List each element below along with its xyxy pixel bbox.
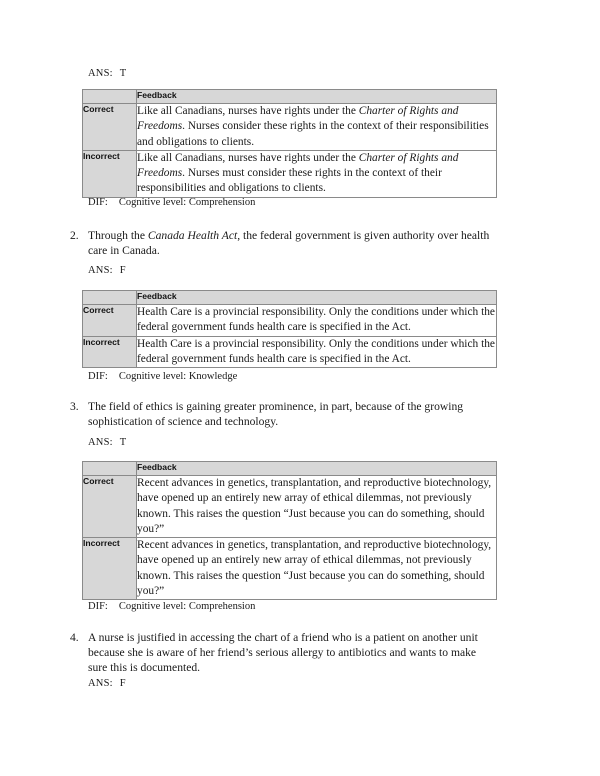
table-row <box>83 476 497 538</box>
answer-line-1 <box>88 68 126 79</box>
feedback-correct-text: Recent advances in genetics, transplantation, and reproductive biotechnology, have opened up an entirely new array of ethical dilemmas, not previously known. This raises the question “Just because you can do something, should you?” <box>137 476 497 538</box>
question-item-4 <box>70 630 492 676</box>
feedback-table-2 <box>82 290 497 368</box>
table-row <box>83 336 497 368</box>
question-text-4: A nurse is justified in accessing the chart of a friend who is a patient on another unit because she is aware of her friend’s serious allergy to antibiotics and wants to make sure this is documented. <box>88 631 478 675</box>
question-number-value: 2 <box>70 229 76 242</box>
question-text-2 <box>88 228 492 258</box>
header-feedback-cell: Feedback <box>137 462 497 476</box>
table-header-row <box>83 90 497 104</box>
question-item-2 <box>70 228 492 258</box>
dif-line-1 <box>88 197 255 208</box>
feedback-incorrect-text <box>137 150 497 197</box>
row-label-correct: Correct <box>83 305 137 337</box>
dif-line-3 <box>88 601 255 612</box>
dif-value-1: Cognitive level: Comprehension <box>118 197 256 208</box>
answer-value-1: T <box>119 68 127 79</box>
table-row <box>83 150 497 197</box>
question-number-3: 3. <box>70 400 79 413</box>
feedback-incorrect-text: Health Care is a provincial responsibility. Only the conditions under which the federal government funds health care is specified in the Act. <box>137 336 497 368</box>
answer-label-4: ANS: <box>88 678 113 689</box>
row-label-incorrect: Incorrect <box>83 538 137 600</box>
feedback-correct-text: Health Care is a provincial responsibility. Only the conditions under which the federal government funds health care is specified in the Act. <box>137 305 497 337</box>
question-text-italic: Canada Health Act <box>147 229 238 242</box>
question-text-pre: Through the <box>88 229 148 242</box>
table-row <box>83 538 497 600</box>
feedback-text-pre: Like all Canadians, nurses have rights under the <box>137 151 359 164</box>
answer-value-3: T <box>119 437 127 448</box>
feedback-text-post: . Nurses must consider these rights in the context of their responsibilities and obligations to clients. <box>137 167 442 195</box>
row-label-incorrect: Incorrect <box>83 150 137 197</box>
header-blank-cell <box>83 462 137 476</box>
header-feedback-cell: Feedback <box>137 291 497 305</box>
answer-value-4: F <box>119 678 126 689</box>
question-number-4: 4. <box>70 631 79 644</box>
answer-line-2 <box>88 265 126 276</box>
table-row <box>83 305 497 337</box>
feedback-correct-text <box>137 104 497 151</box>
dif-value-2: Cognitive level: Knowledge <box>118 371 238 382</box>
row-label-correct: Correct <box>83 104 137 151</box>
feedback-table-1 <box>82 89 497 198</box>
dif-line-2 <box>88 371 237 382</box>
table-header-row <box>83 462 497 476</box>
question-number-value: 3 <box>70 400 76 413</box>
row-label-incorrect: Incorrect <box>83 336 137 368</box>
feedback-text-pre: Like all Canadians, nurses have rights under the <box>137 105 359 117</box>
question-item-3 <box>70 399 492 429</box>
question-number-value: 4 <box>70 631 76 644</box>
dif-label-1: DIF: <box>88 197 108 208</box>
answer-label-2: ANS: <box>88 265 113 276</box>
feedback-table-3 <box>82 461 497 600</box>
header-feedback-cell: Feedback <box>137 90 497 104</box>
answer-label-3: ANS: <box>88 437 113 448</box>
dif-label-2: DIF: <box>88 371 108 382</box>
dif-label-3: DIF: <box>88 601 108 612</box>
question-number-2: 2. <box>70 229 79 242</box>
feedback-text-italic: Charter of Rights and Freedoms <box>137 151 459 180</box>
table-row <box>83 104 497 151</box>
question-text-post: , the federal government is given authority over health care in Canada. <box>88 229 490 258</box>
question-text-3: The field of ethics is gaining greater prominence, in part, because of the growing sophistication of science and technology. <box>88 400 464 429</box>
answer-value-2: F <box>119 265 126 276</box>
answer-line-3 <box>88 437 126 448</box>
answer-line-4 <box>88 678 126 689</box>
feedback-incorrect-text: Recent advances in genetics, transplantation, and reproductive biotechnology, have opened up an entirely new array of ethical dilemmas, not previously known. This raises the question “Just because you can do something, should you?” <box>137 538 497 600</box>
feedback-text-italic: Charter of Rights and Freedoms <box>137 105 459 133</box>
dif-value-3: Cognitive level: Comprehension <box>118 601 256 612</box>
header-blank-cell <box>83 90 137 104</box>
feedback-text-post: . Nurses consider these rights in the context of their responsibilities and obligations to clients. <box>137 120 489 148</box>
answer-label-1: ANS: <box>88 68 113 79</box>
header-blank-cell <box>83 291 137 305</box>
table-header-row <box>83 291 497 305</box>
row-label-correct: Correct <box>83 476 137 538</box>
